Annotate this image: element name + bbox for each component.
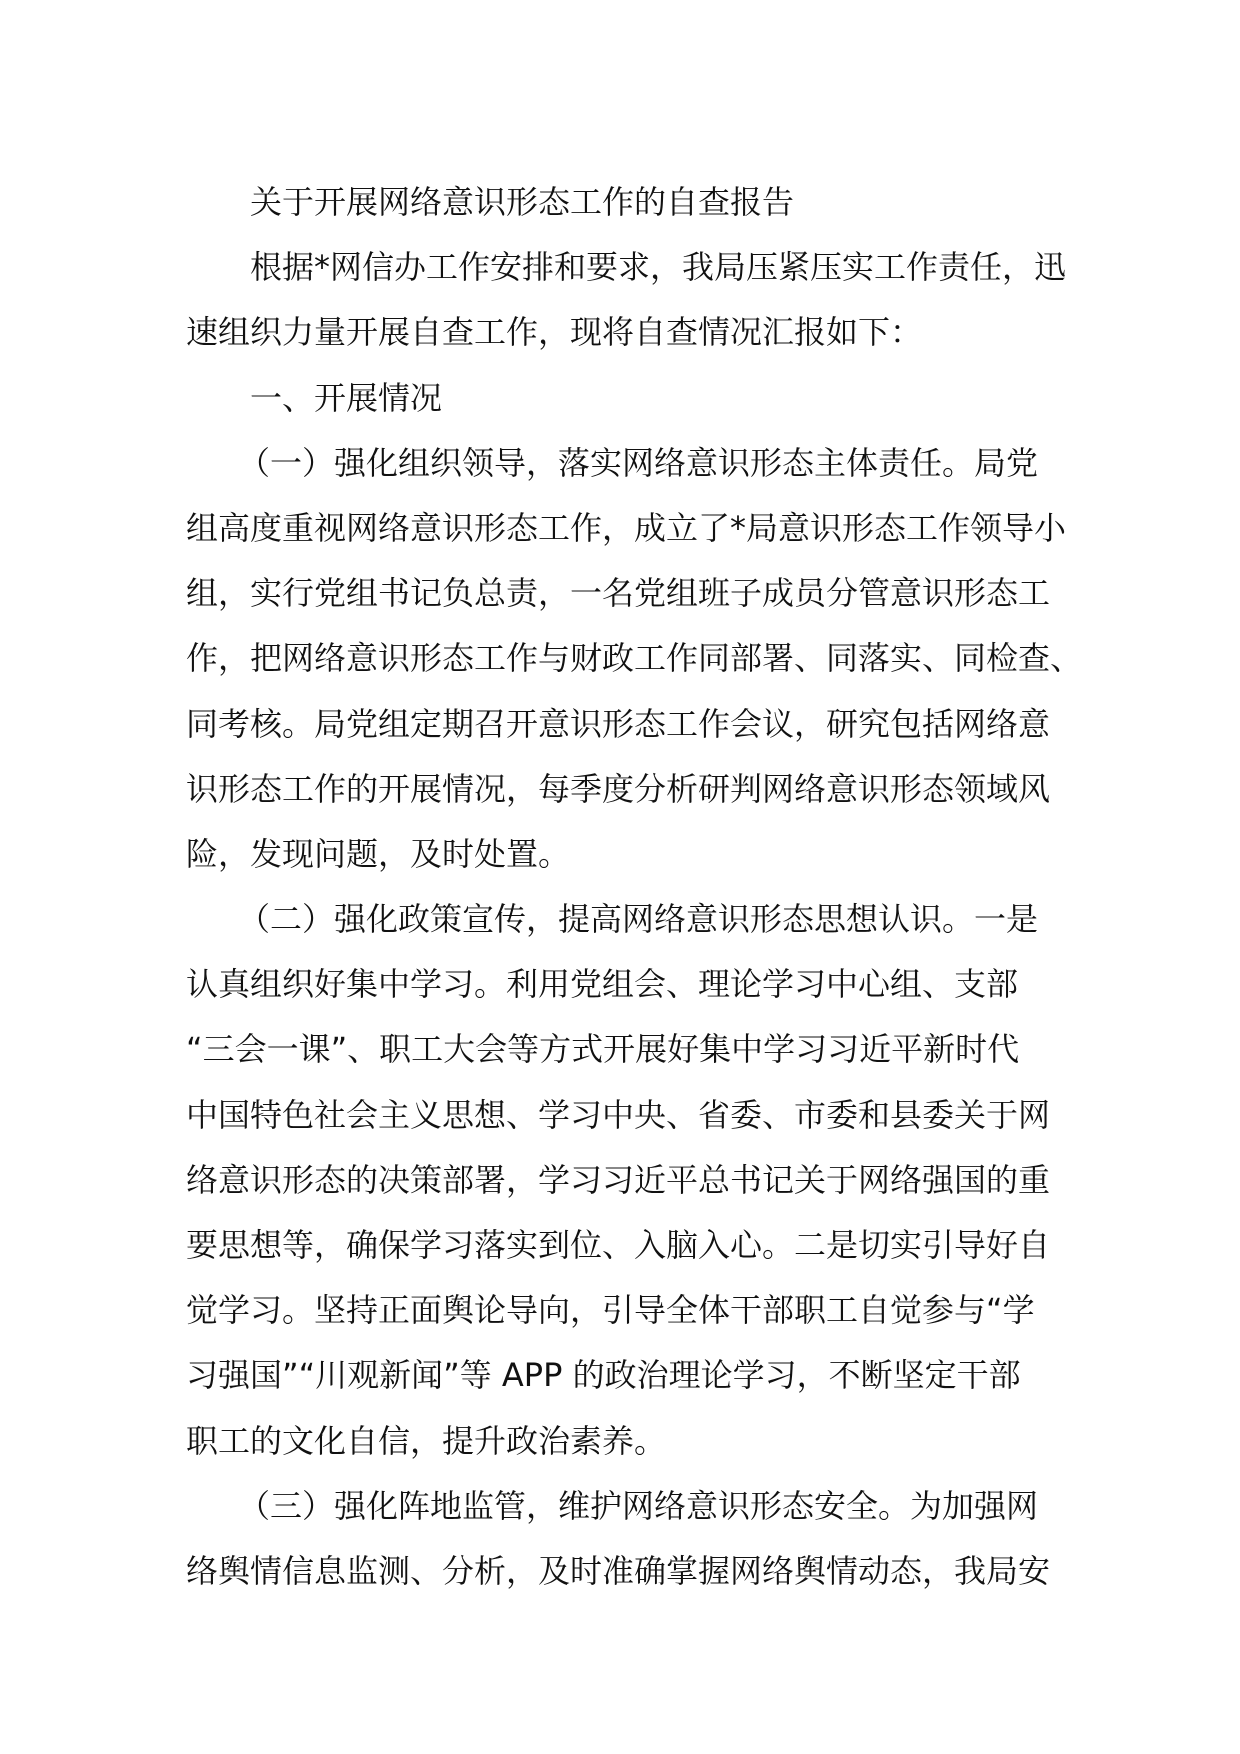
section-heading: 一、开展情况 <box>250 378 443 417</box>
para1-line-5: 同考核。局党组定期召开意识形态工作会议，研究包括网络意 <box>186 704 1051 743</box>
para1-line-3: 组，实行党组书记负总责，一名党组班子成员分管意识形态工 <box>186 574 1051 613</box>
para2-line-9: 职工的文化自信，提升政治素养。 <box>186 1421 667 1460</box>
para2-line-6: 要思想等，确保学习落实到位、入脑入心。二是切实引导好自 <box>186 1226 1051 1264</box>
document-body <box>186 170 1083 1604</box>
para2-line-4: 中国特色社会主义思想、学习中央、省委、市委和县委关于网 <box>186 1095 1051 1134</box>
para2-line-7: 觉学习。坚持正面舆论导向，引导全体干部职工自觉参与“学 <box>186 1291 1035 1330</box>
para2-line-8: 习强国”“川观新闻”等 APP 的政治理论学习，不断坚定干部 <box>186 1356 1021 1395</box>
para1-line-6: 识形态工作的开展情况，每季度分析研判网络意识形态领域风 <box>186 769 1051 808</box>
para2-line-3: “三会一课”、职工大会等方式开展好集中学习习近平新时代 <box>186 1030 1020 1069</box>
para2-line-5: 络意识形态的决策部署，学习习近平总书记关于网络强国的重 <box>186 1160 1051 1199</box>
para1-line-4: 作，把网络意识形态工作与财政工作同部署、同落实、同检查、 <box>186 639 1083 678</box>
para2-line-1: （二）强化政策宣传，提高网络意识形态思想认识。一是 <box>238 900 1039 939</box>
para3-line-1: （三）强化阵地监管，维护网络意识形态安全。为加强网 <box>238 1486 1039 1525</box>
para1-line-1: （一）强化组织领导，落实网络意识形态主体责任。局党 <box>238 443 1039 482</box>
document-title: 关于开展网络意识形态工作的自查报告 <box>250 183 795 221</box>
intro-line-2: 速组织力量开展自查工作，现将自查情况汇报如下： <box>186 313 923 352</box>
para1-line-7: 险，发现问题，及时处置。 <box>186 834 571 873</box>
intro-line-1: 根据*网信办工作安排和要求，我局压紧压实工作责任，迅 <box>250 248 1067 287</box>
para1-line-2: 组高度重视网络意识形态工作，成立了*局意识形态工作领导小 <box>186 508 1067 547</box>
para2-line-2: 认真组织好集中学习。利用党组会、理论学习中心组、支部 <box>186 965 1019 1004</box>
para3-line-2: 络舆情信息监测、分析，及时准确掌握网络舆情动态，我局安 <box>186 1551 1051 1590</box>
